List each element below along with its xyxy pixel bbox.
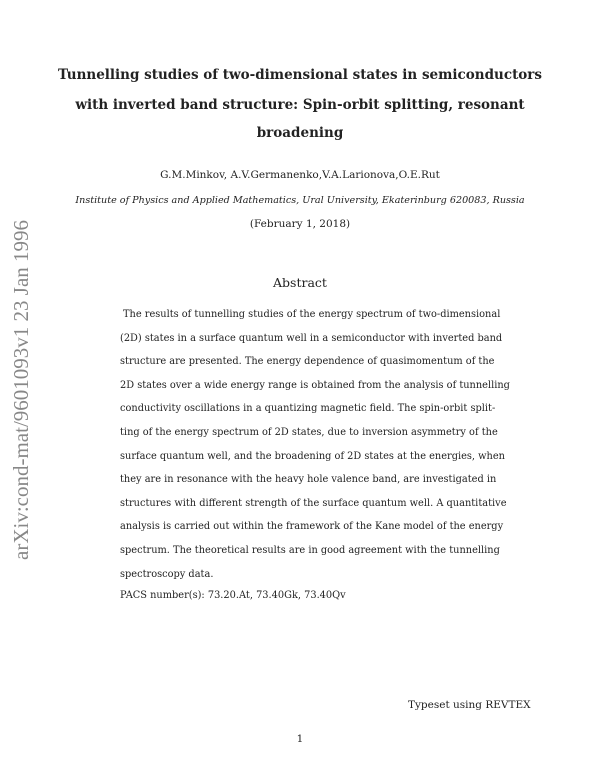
title-line-2: with inverted band structure: Spin-orbit splitting, resonant bbox=[75, 97, 525, 113]
abstract-line: analysis is carried out within the framework of the Kane model of the energy bbox=[120, 521, 504, 533]
affiliation: Institute of Physics and Applied Mathematics, Ural University, Ekaterinburg 620083, Russia bbox=[75, 195, 525, 206]
authors: G.M.Minkov, A.V.Germanenko,V.A.Larionova,O.E.Rut bbox=[160, 169, 440, 181]
abstract-line: (2D) states in a surface quantum well in a semiconductor with inverted band bbox=[120, 332, 503, 344]
abstract-line: they are in resonance with the heavy hole valence band, are investigated in bbox=[120, 474, 497, 486]
title-line-1: Tunnelling studies of two-dimensional states in semiconductors bbox=[57, 67, 543, 83]
arxiv-sidebar-id: arXiv:cond-mat/9601093v1 23 Jan 1996 bbox=[9, 219, 33, 561]
page-number: 1 bbox=[296, 733, 304, 745]
abstract-line: structures with different strength of the surface quantum well. A quantitative bbox=[120, 497, 507, 509]
abstract-line: surface quantum well, and the broadening of 2D states at the energies, when bbox=[120, 450, 505, 462]
typeset-note: Typeset using REVTEX bbox=[408, 699, 531, 711]
date: (February 1, 2018) bbox=[249, 218, 351, 230]
abstract-line: structure are presented. The energy dependence of quasimomentum of the bbox=[120, 356, 495, 368]
abstract-line: 2D states over a wide energy range is obtained from the analysis of tunnelling bbox=[120, 379, 510, 391]
title-line-3: broadening bbox=[256, 125, 344, 141]
pacs-numbers: PACS number(s): 73.20.At, 73.40Gk, 73.40Qv bbox=[120, 590, 346, 601]
abstract-heading: Abstract bbox=[273, 275, 327, 290]
abstract-line: conductivity oscillations in a quantizing magnetic field. The spin-orbit split- bbox=[120, 403, 496, 415]
abstract-line: spectrum. The theoretical results are in good agreement with the tunnelling bbox=[120, 545, 500, 556]
abstract-line: spectroscopy data. bbox=[120, 568, 214, 580]
abstract-line: The results of tunnelling studies of the energy spectrum of two-dimensional bbox=[123, 309, 501, 320]
abstract-line: ting of the energy spectrum of 2D states, due to inversion asymmetry of the bbox=[120, 427, 498, 438]
